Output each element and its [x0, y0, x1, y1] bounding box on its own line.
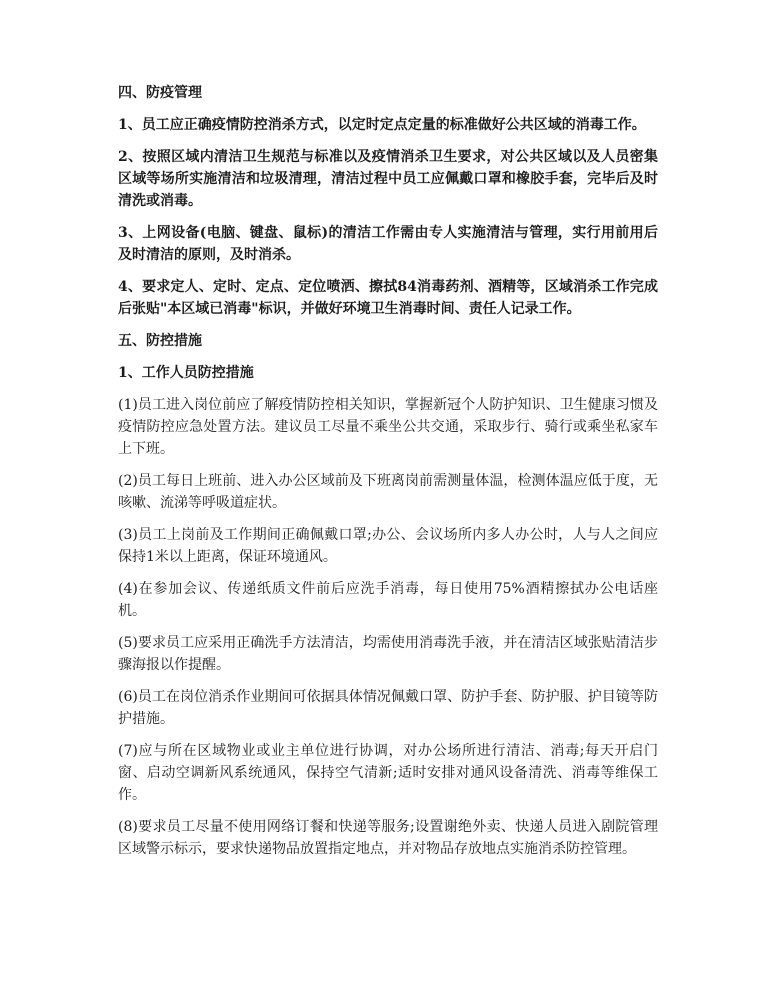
section-4-item-3: 3、上网设备(电脑、键盘、鼠标)的清洁工作需由专人实施清洁与管理，实行用前用后及时清洁的原则，及时消杀。: [118, 225, 658, 263]
document-page: [118, 82, 658, 870]
section-4-item-4: 4、要求定人、定时、定点、定位喷洒、擦拭84消毒药剂、酒精等，区域消杀工作完成后张贴"本区域已消毒"标识，并做好环境卫生消毒时间、责任人记录工作。: [118, 279, 658, 317]
section-5-item-5: (5)要求员工应采用正确洗手方法清洁，均需使用消毒洗手液，并在清洁区域张贴清洁步骤海报以作提醒。: [118, 635, 658, 673]
section-4-item-2: 2、按照区域内清洁卫生规范与标准以及疫情消杀卫生要求，对公共区域以及人员密集区域等场所实施清洁和垃圾清理，清洁过程中员工应佩戴口罩和橡胶手套，完毕后及时清洗或消毒。: [118, 149, 658, 209]
section-5-item-4: (4)在参加会议、传递纸质文件前后应洗手消毒，每日使用75%酒精擦拭办公电话座机。: [118, 581, 658, 619]
section-5-item-6: (6)员工在岗位消杀作业期间可依据具体情况佩戴口罩、防护手套、防护服、护目镜等防护措施。: [118, 689, 658, 727]
section-5-subheading: 1、工作人员防控措施: [118, 365, 254, 381]
section-5-item-8: (8)要求员工尽量不使用网络订餐和快递等服务;设置谢绝外卖、快递人员进入剧院管理区域警示标示，要求快递物品放置指定地点，并对物品存放地点实施消杀防控管理。: [118, 819, 658, 857]
section-4-heading: 四、防疫管理: [118, 85, 202, 101]
section-5-item-1: (1)员工进入岗位前应了解疫情防控相关知识，掌握新冠个人防护知识、卫生健康习惯及疫情防控应急处置方法。建议员工尽量不乘坐公共交通，采取步行、骑行或乘坐私家车上下班。: [118, 397, 658, 457]
section-4-item-1: 1、员工应正确疫情防控消杀方式，以定时定点定量的标准做好公共区域的消毒工作。: [118, 117, 646, 133]
section-5-heading: 五、防控措施: [118, 333, 202, 349]
section-5-item-3: (3)员工上岗前及工作期间正确佩戴口罩;办公、会议场所内多人办公时，人与人之间应保持1米以上距离，保证环境通风。: [118, 527, 658, 565]
section-5-item-7: (7)应与所在区域物业或业主单位进行协调，对办公场所进行清洁、消毒;每天开启门窗、启动空调新风系统通风，保持空气清新;适时安排对通风设备清洗、消毒等维保工作。: [118, 743, 658, 803]
section-5-item-2: (2)员工每日上班前、进入办公区域前及下班离岗前需测量体温，检测体温应低于度，无咳嗽、流涕等呼吸道症状。: [118, 473, 658, 511]
